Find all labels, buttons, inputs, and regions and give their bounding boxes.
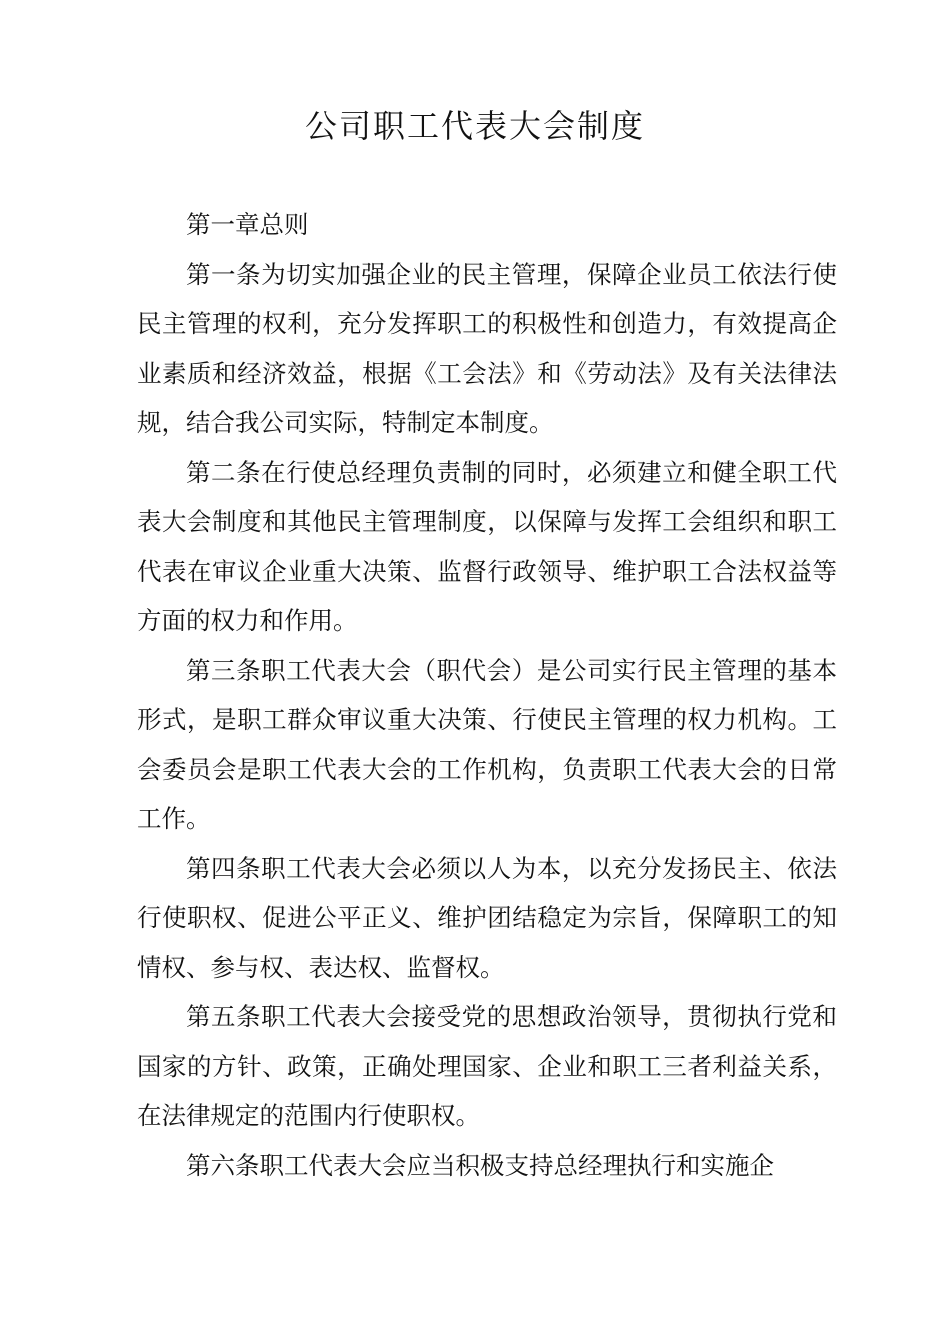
document-title: 公司职工代表大会制度: [304, 107, 645, 145]
article-6: 第六条职工代表大会应当积极支持总经理执行和实施企: [186, 1150, 774, 1180]
article-2: 第二条在行使总经理负责制的同时，必须建立和健全职工代表大会制度和其他民主管理制度，以保障与发挥工会组织和职工代表在审议企业重大决策、监督行政领导、维护职工合法权益等方面的权力和作用。: [137, 457, 837, 635]
article-1: 第一条为切实加强企业的民主管理，保障企业员工依法行使民主管理的权利，充分发挥职工的积极性和创造力，有效提高企业素质和经济效益，根据《工会法》和《劳动法》及有关法律法规，结合我公司实际，特制定本制度。: [137, 259, 837, 437]
document-body: [137, 200, 837, 1190]
article-4: 第四条职工代表大会必须以人为本，以充分发扬民主、依法行使职权、促进公平正义、维护团结稳定为宗旨，保障职工的知情权、参与权、表达权、监督权。: [137, 853, 837, 982]
article-3: 第三条职工代表大会（职代会）是公司实行民主管理的基本形式，是职工群众审议重大决策、行使民主管理的权力机构。工会委员会是职工代表大会的工作机构，负责职工代表大会的日常工作。: [137, 655, 837, 833]
chapter-heading: 第一章总则: [186, 210, 309, 239]
article-5: 第五条职工代表大会接受党的思想政治领导，贯彻执行党和国家的方针、政策，正确处理国家、企业和职工三者利益关系，在法律规定的范围内行使职权。: [137, 1002, 837, 1130]
